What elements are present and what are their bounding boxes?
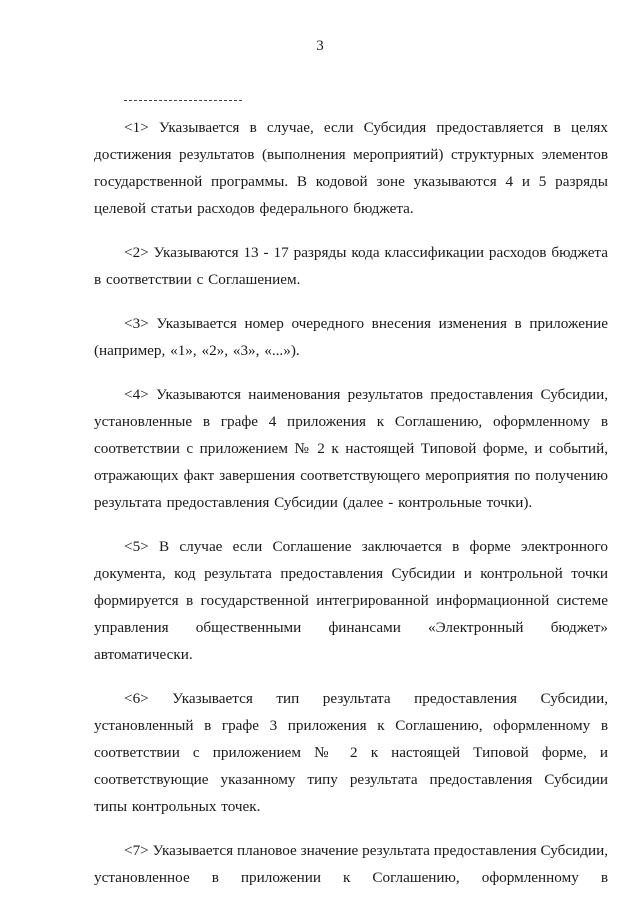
footnote-text: Указываются 13 - 17 разряды кода классификации расходов бюджета в соответствии с Соглашением. — [94, 244, 609, 288]
footnote-text: Указывается номер очередного внесения изменения в приложение (например, «1», «2», «3», «...»). — [94, 315, 609, 359]
footnote-2 — [94, 239, 608, 293]
footnote-marker: <1> — [124, 119, 149, 136]
footnote-1 — [94, 114, 608, 222]
footnote-7 — [94, 837, 608, 891]
footnote-marker: <5> — [124, 538, 149, 555]
footnote-text: Указывается тип результата предоставления Субсидии, установленный в графе 3 приложения к Соглашению, оформленному в соответствии с приложением № 2 к настоящей Типовой форме, и соответствующие указанному типу результата предоставления Субсидии типы контрольных точек. — [94, 690, 609, 815]
footnote-5 — [94, 533, 608, 668]
footnote-marker: <3> — [124, 315, 149, 332]
footnote-6 — [94, 685, 608, 820]
footnote-text: В случае если Соглашение заключается в форме электронного документа, код результата предоставления Субсидии и контрольной точки формируется в государственной интегрированной информационной системе управления общественными финансами «Электронный бюджет» автоматически. — [94, 538, 608, 663]
footnote-text: Указывается в случае, если Субсидия предоставляется в целях достижения результатов (выполнения мероприятий) структурных элементов государственной программы. В кодовой зоне указываются 4 и 5 разряды целевой статьи расходов федерального бюджета. — [94, 119, 609, 217]
footnote-3 — [94, 310, 608, 364]
footnote-text: Указываются наименования результатов предоставления Субсидии, установленные в графе 4 приложения к Соглашению, оформленному в соответствии с приложением № 2 к настоящей Типовой форме, и событий, отражающих факт завершения соответствующего мероприятия по получению результата предоставления Субсидии (далее - контрольные точки). — [94, 386, 609, 511]
footnotes-list — [94, 114, 608, 908]
footnote-marker: <4> — [124, 386, 149, 403]
footnote-marker: <2> — [124, 244, 149, 261]
page-number: 3 — [316, 38, 324, 54]
footnote-4 — [94, 381, 608, 516]
footnote-marker: <7> — [124, 842, 149, 859]
footnote-marker: <6> — [124, 690, 149, 707]
footnote-text: Указывается плановое значение результата предоставления Субсидии, установленное в приложении к Соглашению, оформленному в — [94, 842, 608, 886]
footnote-separator — [124, 100, 242, 101]
